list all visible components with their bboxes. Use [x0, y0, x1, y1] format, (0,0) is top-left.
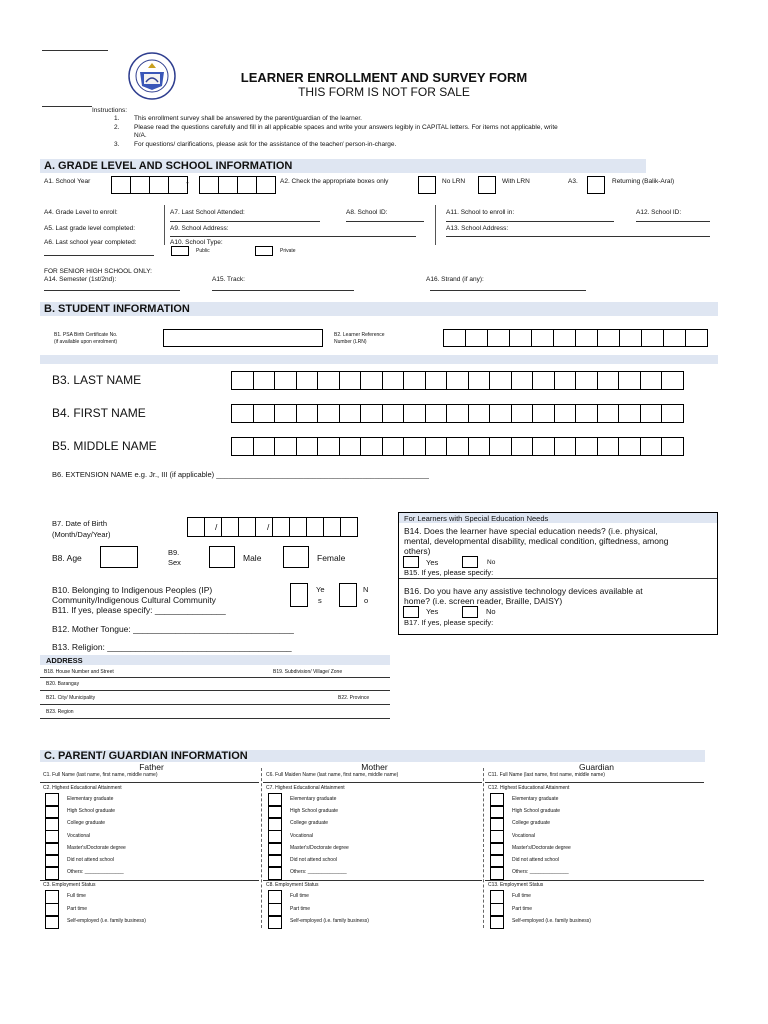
b23-line[interactable] [40, 718, 390, 719]
letter-box[interactable] [554, 437, 577, 456]
letter-box[interactable] [618, 437, 641, 456]
guardian-name-label: C11. Full Name (last name, first name, middle name) [488, 772, 605, 778]
father-divider [40, 880, 259, 881]
a12-line[interactable] [636, 221, 710, 222]
a7-label: A7. Last School Attended: [170, 209, 245, 216]
b2-label: B2. Learner Reference [334, 332, 385, 338]
letter-box[interactable] [425, 437, 448, 456]
ip-no-checkbox[interactable] [339, 583, 357, 607]
male-checkbox[interactable] [209, 546, 235, 568]
mother-education-option: Vocational [290, 832, 314, 839]
age-input[interactable] [100, 546, 138, 568]
a12-label: A12. School ID: [636, 209, 682, 216]
returning-checkbox[interactable] [587, 176, 605, 194]
father-education-option: Vocational [67, 832, 91, 839]
letter-box[interactable] [317, 404, 340, 423]
b16-note: home? (i.e. screen reader, Braille, DAISY) [404, 596, 563, 606]
b15-label: B15. If yes, please specify: [404, 568, 494, 577]
b1-label: B1. PSA Birth Certificate No. [54, 332, 118, 338]
a13-line[interactable] [446, 236, 710, 237]
a14-line[interactable] [44, 290, 180, 291]
psa-birth-cert-input[interactable] [163, 329, 323, 347]
letter-box[interactable] [403, 404, 426, 423]
b10-label: B10. Belonging to Indigenous Peoples (IP) [52, 585, 213, 595]
a8-line[interactable] [346, 221, 424, 222]
divider [164, 205, 165, 245]
letter-box[interactable] [575, 437, 598, 456]
instruction-text: For questions/ clarifications, please ask for the assistance of the teacher/ person-in-charge. [134, 141, 397, 148]
guardian-employment-label: C13. Employment Status [488, 882, 544, 888]
sped-yes-label: Yes [426, 558, 439, 567]
form-title: LEARNER ENROLLMENT AND SURVEY FORM [240, 70, 528, 85]
guardian-divider [485, 880, 704, 881]
b10-note: Community/Indigenous Cultural Community [52, 595, 216, 605]
section-b-divider-band [40, 355, 718, 364]
mother-education-option: High School graduate [290, 808, 339, 815]
letter-box[interactable] [274, 371, 297, 390]
lrn-digit-box[interactable] [641, 329, 664, 347]
guardian-column-head: Guardian [579, 762, 614, 772]
letter-box[interactable] [382, 437, 405, 456]
lrn-digit-box[interactable] [465, 329, 488, 347]
b7-note: (Month/Day/Year) [52, 530, 111, 539]
guardian-education-option: Vocational [512, 832, 536, 839]
lrn-digit-box[interactable] [509, 329, 532, 347]
private-label: Private [280, 248, 296, 254]
father-education-label: C2. Highest Educational Attainment [43, 785, 122, 791]
letter-box[interactable] [253, 371, 276, 390]
section-c-title: C. PARENT/ GUARDIAN INFORMATION [44, 750, 248, 762]
letter-box[interactable] [640, 404, 663, 423]
mother-education-option: College graduate [290, 820, 329, 827]
letter-box[interactable] [661, 404, 684, 423]
column-divider [261, 768, 262, 928]
letter-box[interactable] [425, 404, 448, 423]
atd-no-checkbox[interactable] [462, 606, 478, 618]
mother-employment-option: Part time [290, 905, 311, 912]
instructions-label: Instructions: [92, 107, 128, 114]
lrn-digit-box[interactable] [619, 329, 642, 347]
a14-label: A14. Semester (1st/2nd): [44, 276, 117, 283]
b17-label: B17. If yes, please specify: [404, 618, 494, 627]
letter-box[interactable] [489, 437, 512, 456]
guardian-education-checkbox[interactable] [490, 866, 504, 880]
address-band [40, 655, 390, 665]
b23-label: B23. Region [46, 709, 74, 715]
instruction-text: This enrollment survey shall be answered by the parent/guardian of the learner. [134, 115, 362, 122]
letter-box[interactable] [274, 437, 297, 456]
a13-label: A13. School Address: [446, 225, 509, 232]
mother-employment-option: Self-employed (i.e. family business) [290, 918, 369, 924]
letter-box[interactable] [296, 404, 319, 423]
letter-box[interactable] [575, 404, 598, 423]
letter-box[interactable] [489, 404, 512, 423]
public-checkbox[interactable] [171, 246, 189, 256]
school-year-end-boxes[interactable] [199, 176, 275, 194]
lrn-digit-box[interactable] [685, 329, 708, 347]
atd-yes-checkbox[interactable] [403, 606, 419, 618]
a2-label: A2. Check the appropriate boxes only [280, 178, 389, 185]
ip-yes-label-2: s [318, 596, 322, 605]
lrn-digit-box[interactable] [531, 329, 554, 347]
b12-label: B12. Mother Tongue: __________________________________ [52, 624, 294, 634]
a11-line[interactable] [446, 221, 614, 222]
first-name-label: B4. FIRST NAME [52, 406, 146, 420]
b2-note: Number (LRN) [334, 339, 367, 345]
letter-box[interactable] [468, 404, 491, 423]
b14-note: mental, developmental disability, medical condition, giftedness, among [404, 536, 669, 546]
letter-box[interactable] [339, 437, 362, 456]
letter-box[interactable] [597, 404, 620, 423]
a11-label: A11. School to enroll in: [446, 209, 515, 216]
a7-line[interactable] [170, 221, 320, 222]
letter-box[interactable] [554, 404, 577, 423]
letter-box[interactable] [403, 437, 426, 456]
lrn-digit-box[interactable] [443, 329, 466, 347]
returning-label: Returning (Balik-Aral) [612, 178, 675, 185]
letter-box[interactable] [403, 371, 426, 390]
a8-label: A8. School ID: [346, 209, 388, 216]
father-education-option: Master's/Doctorate degree [67, 844, 126, 851]
a10-label: A10. School Type: [170, 239, 223, 246]
b18-line[interactable] [40, 677, 390, 678]
a4-label: A4. Grade Level to enroll: [44, 209, 118, 216]
guardian-education-option: Did not attend school [512, 857, 559, 863]
b20-line[interactable] [40, 690, 390, 691]
address-title: ADDRESS [46, 656, 83, 665]
mother-employment-label: C8. Employment Status [266, 882, 319, 888]
sped-no-label: No [487, 559, 496, 566]
instruction-num: 2. [114, 124, 120, 131]
a1-label: A1. School Year [44, 178, 91, 185]
b21-line[interactable] [40, 704, 390, 705]
b8-label: B8. Age [52, 553, 82, 563]
with-lrn-label: With LRN [502, 178, 530, 185]
letter-box[interactable] [640, 371, 663, 390]
sped-title: For Learners with Special Education Needs [404, 514, 549, 523]
mother-education-checkbox[interactable] [268, 866, 282, 880]
ip-no-label-2: o [364, 596, 369, 605]
guardian-education-option: Elementary graduate [512, 796, 559, 802]
letter-box[interactable] [618, 371, 641, 390]
letter-box[interactable] [360, 404, 383, 423]
b9-sex-label: Sex [168, 558, 181, 567]
letter-box[interactable] [231, 437, 254, 456]
letter-box[interactable] [339, 371, 362, 390]
letter-box[interactable] [317, 371, 340, 390]
guardian-education-label: C12. Highest Educational Attainment [488, 785, 570, 791]
letter-box[interactable] [511, 371, 534, 390]
lrn-digit-box[interactable] [575, 329, 598, 347]
b22-label: B22. Province [338, 695, 370, 701]
instruction-num: 1. [114, 115, 120, 122]
father-employment-option: Full time [67, 893, 86, 899]
letter-box[interactable] [360, 371, 383, 390]
father-name-label: C1. Full Name (last name, first name, middle name) [43, 772, 158, 778]
guardian-employment-option: Self-employed (i.e. family business) [512, 918, 591, 924]
lrn-boxes[interactable] [443, 329, 707, 347]
letter-box[interactable] [597, 437, 620, 456]
letter-box[interactable] [597, 371, 620, 390]
a5-label: A5. Last grade level completed: [44, 225, 136, 232]
lrn-digit-box[interactable] [663, 329, 686, 347]
middle-name-label: B5. MIDDLE NAME [52, 439, 157, 453]
letter-box[interactable] [446, 371, 469, 390]
birth-date-boxes[interactable] [187, 517, 357, 537]
letter-box[interactable] [253, 437, 276, 456]
mother-divider [263, 880, 482, 881]
letter-box[interactable] [296, 437, 319, 456]
female-checkbox[interactable] [283, 546, 309, 568]
b14-note-2: others) [404, 546, 431, 556]
b11-label: B11. If yes, please specify: _______________ [52, 605, 226, 615]
a9-line[interactable] [170, 236, 416, 237]
mother-column-head: Mother [361, 762, 388, 772]
letter-box[interactable] [468, 437, 491, 456]
guardian-employment-checkbox[interactable] [490, 915, 504, 929]
ip-yes-label: Ye [316, 585, 325, 594]
father-employment-option: Part time [67, 905, 88, 912]
deped-seal-logo [128, 52, 176, 100]
father-education-option: College graduate [67, 820, 106, 827]
father-education-option: Others: ______________ [67, 869, 124, 876]
top-rule [42, 50, 108, 51]
a15-line[interactable] [212, 290, 354, 291]
letter-box[interactable] [339, 404, 362, 423]
mother-name-line[interactable] [263, 782, 482, 783]
a16-label: A16. Strand (if any): [426, 276, 484, 283]
letter-box[interactable] [382, 371, 405, 390]
letter-box[interactable] [661, 437, 684, 456]
mother-education-option: Elementary graduate [290, 796, 337, 802]
letter-box[interactable] [253, 404, 276, 423]
shs-note: FOR SENIOR HIGH SCHOOL ONLY: [44, 268, 152, 275]
b19-label: B19. Subdivision/ Village/ Zone [273, 669, 343, 675]
first-name-boxes[interactable] [231, 404, 683, 423]
letter-box[interactable] [317, 437, 340, 456]
letter-box[interactable] [532, 437, 555, 456]
father-employment-checkbox[interactable] [45, 915, 59, 929]
section-a-title: A. GRADE LEVEL AND SCHOOL INFORMATION [44, 160, 293, 172]
father-education-checkbox[interactable] [45, 866, 59, 880]
last-name-boxes[interactable] [231, 371, 683, 390]
mother-education-option: Master's/Doctorate degree [290, 844, 349, 851]
ip-no-label: N [363, 585, 369, 594]
ip-yes-checkbox[interactable] [290, 583, 308, 607]
atd-no-label: No [486, 607, 496, 616]
letter-box[interactable] [532, 404, 555, 423]
letter-box[interactable] [360, 437, 383, 456]
public-label: Public [196, 248, 210, 254]
sped-no-checkbox[interactable] [462, 556, 478, 568]
b1-note: (if available upon enrolment) [54, 339, 118, 345]
a16-line[interactable] [430, 290, 586, 291]
instructions-rule [42, 106, 92, 107]
a6-label: A6. Last school year completed: [44, 239, 137, 246]
mother-employment-option: Full time [290, 893, 309, 899]
letter-box[interactable] [661, 371, 684, 390]
middle-name-boxes[interactable] [231, 437, 683, 456]
mother-name-label: C6. Full Maiden Name (last name, first name, middle name) [266, 772, 399, 778]
letter-box[interactable] [489, 371, 512, 390]
guardian-education-option: High School graduate [512, 808, 561, 815]
section-b-title: B. STUDENT INFORMATION [44, 303, 190, 315]
letter-box[interactable] [575, 371, 598, 390]
father-education-option: Did not attend school [67, 857, 114, 863]
guardian-education-option: Others: ______________ [512, 869, 569, 876]
instruction-text: Please read the questions carefully and fill in all applicable spaces and write your answers legibly in CAPITAL letters. For items not applicable, write [134, 124, 558, 131]
letter-box[interactable] [640, 437, 663, 456]
guardian-education-option: College graduate [512, 820, 551, 827]
a6-line[interactable] [44, 255, 154, 256]
date-slash: / [215, 522, 218, 532]
letter-box[interactable] [446, 437, 469, 456]
mother-education-option: Others: ______________ [290, 869, 347, 876]
father-education-option: Elementary graduate [67, 796, 114, 802]
father-employment-option: Self-employed (i.e. family business) [67, 918, 146, 924]
instruction-text: N/A. [134, 132, 147, 139]
b13-label: B13. Religion: _______________________________________ [52, 642, 292, 652]
date-slash: / [267, 522, 270, 532]
letter-box[interactable] [532, 371, 555, 390]
letter-box[interactable] [446, 404, 469, 423]
letter-box[interactable] [511, 437, 534, 456]
sped-yes-checkbox[interactable] [403, 556, 419, 568]
sped-divider [399, 578, 717, 579]
letter-box[interactable] [511, 404, 534, 423]
private-checkbox[interactable] [255, 246, 273, 256]
extension-name-label: B6. EXTENSION NAME e.g. Jr., III (if applicable) ___________________________________________________ [52, 470, 429, 479]
atd-yes-label: Yes [426, 607, 439, 616]
guardian-employment-option: Part time [512, 905, 533, 912]
father-name-line[interactable] [40, 782, 259, 783]
lrn-digit-box[interactable] [597, 329, 620, 347]
letter-box[interactable] [296, 371, 319, 390]
father-employment-label: C3. Employment Status [43, 882, 96, 888]
a15-label: A15. Track: [212, 276, 245, 283]
guardian-employment-option: Full time [512, 893, 531, 899]
male-label: Male [243, 553, 262, 563]
b20-label: B20. Barangay [46, 681, 80, 687]
mother-employment-checkbox[interactable] [268, 915, 282, 929]
letter-box[interactable] [274, 404, 297, 423]
b16-label: B16. Do you have any assistive technology devices available at [404, 586, 643, 596]
letter-box[interactable] [554, 371, 577, 390]
letter-box[interactable] [231, 404, 254, 423]
no-lrn-checkbox[interactable] [418, 176, 436, 194]
last-name-label: B3. LAST NAME [52, 373, 142, 387]
form-subtitle: THIS FORM IS NOT FOR SALE [298, 85, 470, 99]
school-year-dash: - [186, 177, 189, 187]
father-education-option: High School graduate [67, 808, 116, 815]
no-lrn-label: No LRN [442, 178, 466, 185]
column-divider [483, 768, 484, 928]
b21-label: B21. City/ Municipality [46, 695, 96, 701]
b18-label: B18. House Number and Street [44, 669, 114, 675]
lrn-digit-box[interactable] [553, 329, 576, 347]
mother-education-option: Did not attend school [290, 857, 337, 863]
a9-label: A9. School Address: [170, 225, 229, 232]
b9-label: B9. [168, 548, 180, 557]
female-label: Female [317, 553, 346, 563]
letter-box[interactable] [468, 371, 491, 390]
guardian-name-line[interactable] [485, 782, 704, 783]
b7-label: B7. Date of Birth [52, 519, 108, 528]
father-column-head: Father [139, 762, 164, 772]
letter-box[interactable] [618, 404, 641, 423]
school-year-start-boxes[interactable] [111, 176, 187, 194]
letter-box[interactable] [425, 371, 448, 390]
guardian-education-option: Master's/Doctorate degree [512, 844, 571, 851]
lrn-digit-box[interactable] [487, 329, 510, 347]
with-lrn-checkbox[interactable] [478, 176, 496, 194]
divider [435, 205, 436, 245]
a3-label: A3. [568, 178, 578, 185]
b14-label: B14. Does the learner have special education needs? (i.e. physical, [404, 526, 658, 536]
mother-education-label: C7. Highest Educational Attainment [266, 785, 345, 791]
letter-box[interactable] [231, 371, 254, 390]
letter-box[interactable] [382, 404, 405, 423]
instruction-num: 3. [114, 141, 120, 148]
